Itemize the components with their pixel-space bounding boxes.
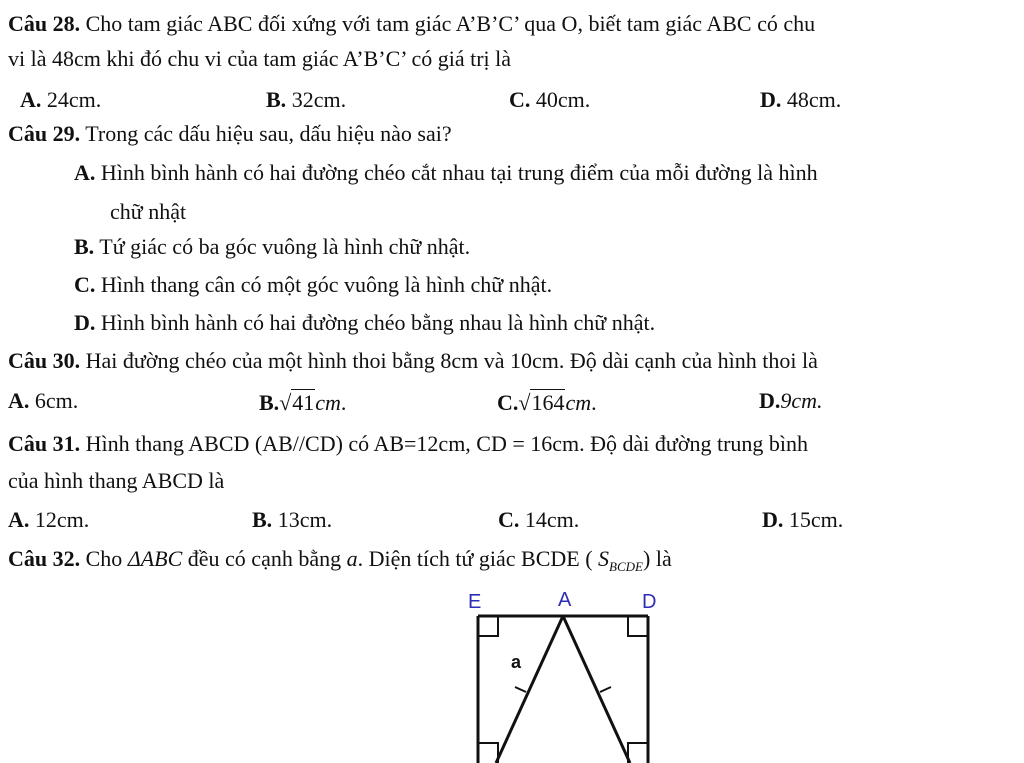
right-angle-b bbox=[478, 743, 498, 763]
right-angle-e bbox=[478, 616, 498, 636]
q29-option-c: C. Hình thang cân có một góc vuông là hình chữ nhật. bbox=[74, 272, 553, 297]
q30-label: Câu 30. bbox=[8, 348, 81, 373]
q29-option-a: A. Hình bình hành có hai đường chéo cắt nhau tại trung điểm của mỗi đường là hình bbox=[74, 160, 818, 185]
q28-line-1 bbox=[8, 10, 815, 38]
q28-option-b: B. 32cm. bbox=[266, 87, 347, 112]
q31-option-c: C. 14cm. bbox=[498, 507, 580, 532]
q29-option-b: B. Tứ giác có ba góc vuông là hình chữ nhật. bbox=[74, 234, 471, 259]
q29-label: Câu 29. bbox=[8, 121, 81, 146]
q30-option-d: D.9cm. bbox=[759, 388, 823, 413]
q31-option-a: A. 12cm. bbox=[8, 507, 90, 532]
q30-option-c: C.√164cm. bbox=[497, 390, 597, 415]
q30-option-b: B.√41cm. bbox=[259, 390, 347, 415]
vertex-a-label: A bbox=[558, 589, 572, 611]
q29-text: Trong các dấu hiệu sau, dấu hiệu nào sai? bbox=[85, 121, 452, 146]
q28-label: Câu 28. bbox=[8, 11, 81, 36]
q28-option-d: D. 48cm. bbox=[760, 87, 842, 112]
tick-ab bbox=[515, 687, 526, 692]
q30-option-a: A. 6cm. bbox=[8, 388, 79, 413]
q31-label: Câu 31. bbox=[8, 431, 81, 456]
q32-line: Câu 32. Cho ΔABC đều có cạnh bằng a. Diện tích tứ giác BCDE ( $S_{BCDE}$) là bbox=[8, 546, 672, 574]
q29-option-a-cont: chữ nhật bbox=[110, 199, 187, 224]
q30-line bbox=[8, 347, 818, 375]
area-symbol: $S_{BCDE}$ bbox=[598, 546, 643, 574]
right-angle-c bbox=[628, 743, 648, 763]
side-length-label: a bbox=[511, 652, 522, 672]
q31-option-d: D. 15cm. bbox=[762, 507, 844, 532]
right-angle-d bbox=[628, 616, 648, 636]
q31-line-2: của hình thang ABCD là bbox=[8, 468, 225, 493]
q29-option-d: D. Hình bình hành có hai đường chéo bằng nhau là hình chữ nhật. bbox=[74, 310, 656, 335]
triangle-symbol: ΔABC bbox=[127, 546, 183, 571]
side-ab bbox=[496, 616, 563, 763]
tick-ac bbox=[600, 687, 611, 692]
q28-option-a: A. 24cm. bbox=[20, 87, 102, 112]
side-ac bbox=[563, 616, 630, 763]
q32-label: Câu 32. bbox=[8, 546, 81, 571]
q28-text-1: Cho tam giác ABC đối xứng với tam giác A’B’C’ qua O, biết tam giác ABC có chu bbox=[85, 11, 816, 36]
vertex-e-label: E bbox=[468, 591, 482, 613]
q31-text-1: Hình thang ABCD (AB//CD) có AB=12cm, CD = 16cm. Độ dài đường trung bình bbox=[85, 431, 809, 456]
q29-line bbox=[8, 120, 452, 148]
q31-line-1 bbox=[8, 430, 808, 458]
q31-option-b: B. 13cm. bbox=[252, 507, 333, 532]
geometry-figure bbox=[468, 586, 678, 763]
q28-line-2: vi là 48cm khi đó chu vi của tam giác A’B’C’ có giá trị là bbox=[8, 46, 512, 71]
q28-option-c: C. 40cm. bbox=[509, 87, 591, 112]
vertex-d-label: D bbox=[642, 591, 657, 613]
q30-text: Hai đường chéo của một hình thoi bằng 8cm và 10cm. Độ dài cạnh của hình thoi là bbox=[85, 348, 818, 373]
